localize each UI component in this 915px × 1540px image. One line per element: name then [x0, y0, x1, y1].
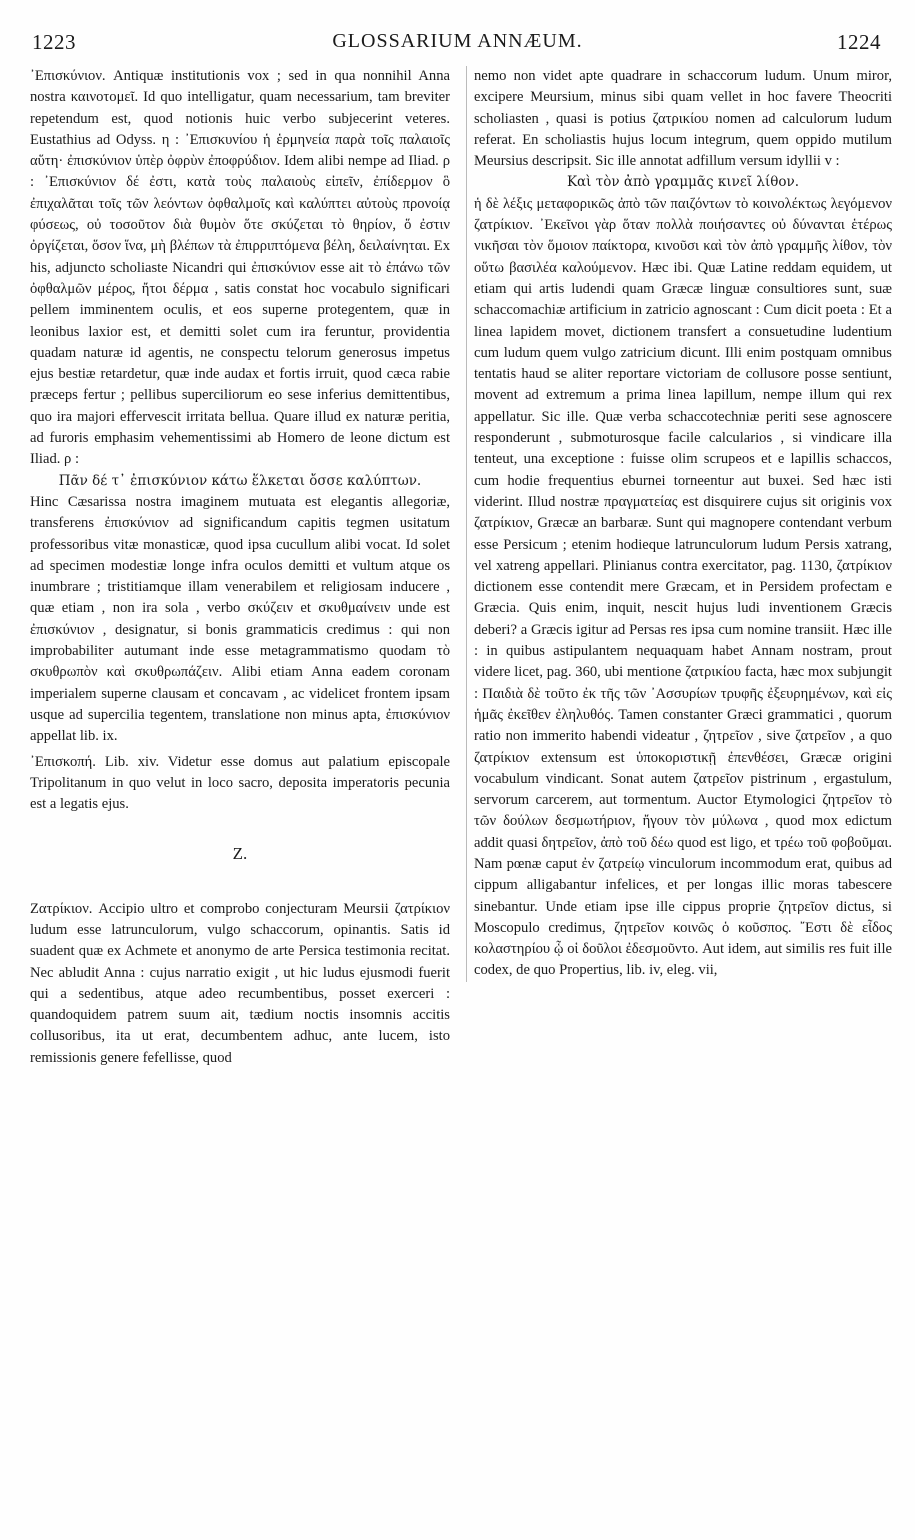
section-letter-z: Ζ. [232, 844, 248, 864]
entry-episkope: ᾿Επισκοπή. Lib. xiv. Videtur esse domus aut palatium episcopale Tripolitanum in quo velut in loco sacro, deposita imperatoris pecunia est a legatis ejus. [30, 753, 450, 813]
homer-quote: Πᾶν δέ τ᾿ ἐπισκύνιον κάτω ἕλκεται ὄσσε καλύπτων. [58, 472, 422, 489]
entry-episkynion: ᾿Επισκύνιον. Antiquæ institutionis vox ; sed in qua nonnihil Anna nostra καινοτομεῖ. Id quo intelligatur, quam necessarium, tam breviter repetendum est, quod notionis huic verbo subjecerint veteres. Eustathius ad Odyss. η : ᾿Επισκυνίου ἡ ἑρμηνεία παρὰ τοῖς παλαιοῖς αὕτη· ἐπισκύνιον ὑπὲρ ὀφρὺν ἐποφρύδιον. Idem alibi nempe ad Iliad. ρ : ᾿Επισκύνιον δέ ἐστι, κατὰ τοὺς παλαιοὺς εἰπεῖν, ἐπίδερμον ὃ ἐπιχαλᾶται τοῖς τῶν λεόντων ὀφθαλμοῖς καὶ καλύπτει αὐτοὺς προνοίᾳ φύσεως, οὐ τοσοῦτον διὰ θυμὸν ὅτε σκύζεται τὸ θηρίον, ὅ ἐστιν ὀργίζεται, ὅσον ἵνα, μὴ βλέπων τὰ ἐπιρριπτόμενα βέλη, δειλαίνηται. Ex his, adjuncto scholiaste Nicandri qui ἐπισκύνιον esse ait τὸ ἐπάνω τῶν ὀφθαλμῶν μέρος, ἤτοι δέρμα , satis constat hoc vocabulo significari pellem imminentem oculis, et eos superne protegentem, quæ in leonibus laxior est, et demitti solet cum ira feruntur, providentia quadam naturæ id agentis, ne conspectu telorum generosus impetus ejus bestiæ retardetur, quæ inde audax et fortis irruit, quod cæca rabie præceps fertur ; pellibus superciliorum eo sese inferius demittentibus, quo ira majori effervescit irritata bellua. Quare illud ex naturæ peritia, ad furoris emphasim vehementissimi ab Homero de leone dictum est Iliad. ρ : [30, 68, 450, 468]
running-title: GLOSSARIUM ANNÆUM. [332, 30, 583, 52]
zatrikion-continued: nemo non videt apte quadrare in schaccorum ludum. Unum miror, excipere Meursium, minus sibi quam vellet in hoc favere Theocriti scholiasten , quasi is potius ζατρικίου nomen ad calculorum ludum referat. En scholiastis hujus locum integrum, quem oppido mutilum Meursius descripsit. Sic ille annotat adfillum versum idyllii v : [474, 68, 892, 170]
entry-episkynion-continued: Hinc Cæsarissa nostra imaginem mutuata est elegantis allegoriæ, transferens ἐπισκύνιον ad significandum capitis tegmen usitatum professoribus vitæ monasticæ, quod ipsa cucullum alibi vocat. Id solet ad specimen modestiæ longe infra oculos demitti et vultum atque os inumbrare ; tristitiamque illam venerabilem et religiosam inducere , quæ etiam , non ira sola , verbo σκύζειν et σκυθμαίνειν unde est ἐπισκύνιον , designatur, si bonis grammaticis credimus : qui non improbabiliter autumant inde esse metagrammatismo quodam τὸ σκυθρωπὸν καὶ σκυθρωπάζειν. Alibi etiam Anna eadem coronam imperialem superne clausam et concavam , ac videlicet frontem ipsam usque ad supercilia tegentem, translatione non minus apta, ἐπισκύνιον appellat lib. ix. [30, 493, 450, 745]
page-number-left: 1223 [32, 30, 76, 54]
page-header [30, 30, 885, 60]
theocritus-quote: Καὶ τὸν ἀπὸ γραμμᾶς κινεῖ λίθον. [566, 174, 800, 191]
right-column [466, 66, 892, 982]
entry-zatrikion: Ζατρίκιον. Accipio ultro et comprobo conjecturam Meursii ζατρίκιον ludum esse latrunculorum, vulgo schaccorum, opinantis. Satis id suadent quæ ex Achmete et anonymo de arte Persica testimonia recitat. Nec abludit Anna : cujus narratio exigit , ut hic ludus ejusmodi fuerit qui a sedentibus, atque adeo recumbentibus, posset exerceri : quandoquidem patrem suum ait, tædium noctis insomnis accitis collusoribus, ita ut erat, decumbentem adhuc, ante lucem, isto remissionis genere fefellisse, quod [30, 900, 450, 1066]
page-number-right: 1224 [837, 30, 881, 54]
left-column [30, 66, 450, 1069]
scholiast-discussion: ἡ δὲ λέξις μεταφορικῶς ἀπὸ τῶν παιζόντων τὸ κοινολέκτως λεγόμενον ζατρίκιον. ᾿Εκεῖνοι γὰρ ὅταν πολλὰ ποιήσαντες οὐ δύνανται ἑτέρως νικῆσαι τὸν ὅμοιον παίκτορα, κινοῦσι καὶ τὸν ἀπὸ γραμμῆς λίθον, τὸν οὕτω βασιλέα καλούμενον. Hæc ibi. Quæ Latine reddam equidem, ut etiam qui artis ludendi quam Græcæ linguæ consultiores sunt, suæ schaccomachiæ artificium in zatricio agnoscant : Cum dicit poeta : Et a linea lapidem movet, dictionem transfert a consuetudine ludentium cum ludum quem vulgo zatricium dicunt. Illi enim postquam omnibus tentatis haud se aliter reportare victoriam de collusore posse sentiunt, movent ad extremum a prima linea lapillum, nempe illum qui rex appellatur. Sic ille. Quæ verba schaccotechniæ periti sese agnoscere responderunt , submoturosque facile calcularios , si vindicare illa tenteut, una exceptione : fuisse olim scrupeos et e lapillis schaccos, cum hodie frequentius eburnei torneentur aut buxei. Sed hæc isti viderint. Illud nostræ πραγματείας est disquirere cujus sit originis vox ζατρίκιον, Græcæ an barbaræ. Sunt qui magnopere contendant verbum esse Persicum ; etenim hodieque latrunculorum ludum Persis xatrang, vel xatreng appellari. Plinianus contra exercitator, pag. 1130, ζατρίκιον dictionem esse contendit mere Græcam, et in Persidem profectam e Græcia. Quis enim, inquit, nescit hujus ludi inventionem Græcis deberi? a Græcis igitur ad Persas res ipsa cum nomine transiit. Hæc ille : in quibus astipulantem nequaquam habet Annam nostram, prout videre licet, pag. 360, ubi mentione ζατρικίου facta, hæc mox subjungit : Παιδιὰ δὲ τοῦτο ἐκ τῆς τῶν ᾿Ασσυρίων τρυφῆς ἐξευρημένων, καὶ εἰς ἡμᾶς ἐκεῖθεν ἐληλυθός. Tamen constanter Græci grammatici , quorum ratio non immerito habendi videatur , ζητρεῖον , sive ζατρεῖον , a quo ζατρίκιον extensum est ὑποκοριστικῇ ἐπενθέσει, Græcæ origini vocabulum vindicant. Sonat autem ζατρεῖον pistrinum , ergastulum, servorum carcerem, aut tormentum. Auctor Etymologici ζητρεῖον τὸ τῶν δούλων δεσμωτήριον, ἤγουν τὸν μύλωνα , quod mox edictum addit quasi δητρεῖον, ἀπὸ τοῦ δέω quod est ligo, et τρέω τοῦ φοβοῦμαι. Nam pœnæ caput ἐν ζατρείῳ vinculorum incommodum erat, quibus ad cippum alligabantur infelices, et per longas illic moras tabescere sinebantur. Unde etiam ipse ille cippus proprie ζητρεῖον dictus, si Moscopulo credimus, ζητρεῖον κοινῶς ὁ κοῦσπος. ῎Εστι δὲ εἶδος κολαστηρίου ᾧ οἱ δοῦλοι ἐδεσμοῦντο. Aut idem, aut similis res fuit ille codex, de quo Propertius, lib. iv, eleg. vii, [474, 195, 892, 979]
